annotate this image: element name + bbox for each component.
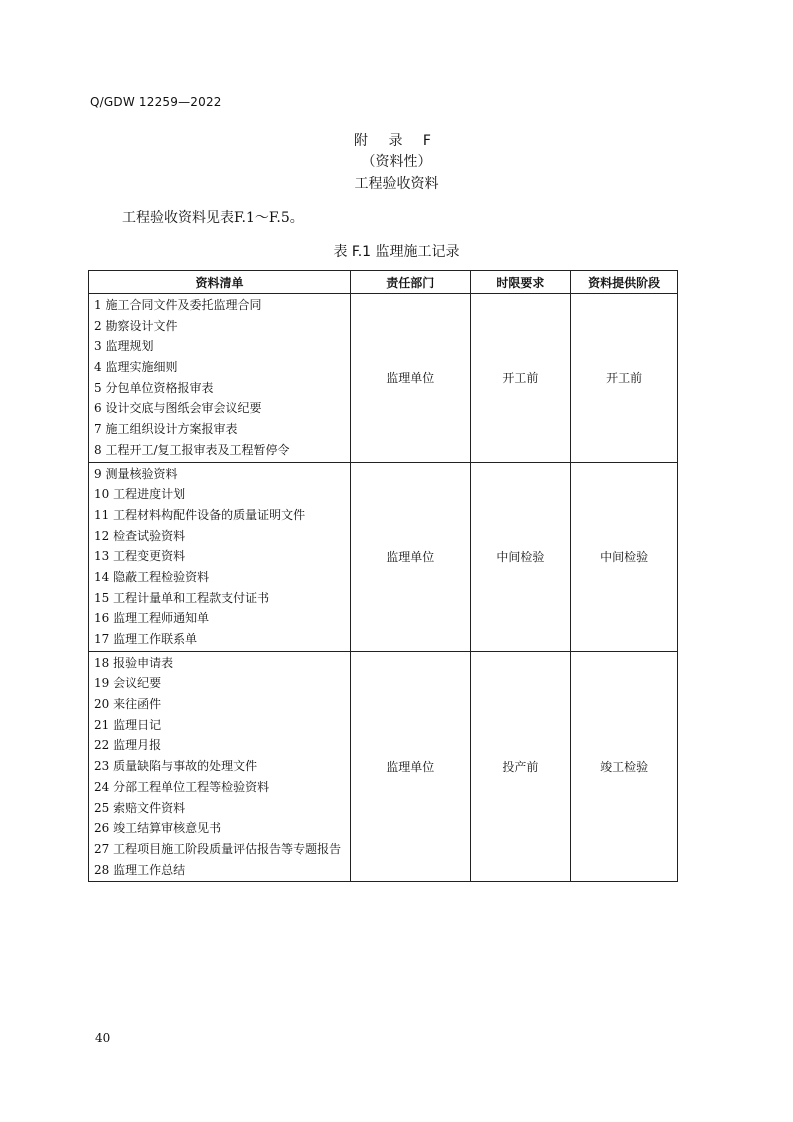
list-item: 15 工程计量单和工程款支付证书: [94, 590, 270, 605]
list-item: 19 会议纪要: [94, 676, 162, 691]
list-item: 16 监理工程师通知单: [94, 611, 210, 626]
list-item: 4 监理实施细则: [94, 360, 178, 375]
appendix-title: 附 录 F: [354, 133, 439, 149]
list-item: 24 分部工程单位工程等检验资料: [94, 779, 270, 794]
table-row: [89, 294, 678, 463]
list-item: 6 设计交底与图纸会审会议纪要: [94, 401, 262, 416]
intro-paragraph: 工程验收资料见表F.1～F.5。: [122, 210, 304, 226]
stage-cell: 开工前: [571, 294, 678, 463]
list-item: 5 分包单位资格报审表: [94, 380, 214, 395]
list-item: 18 报验申请表: [94, 655, 174, 670]
list-item: 26 竣工结算审核意见书: [94, 821, 222, 836]
list-item: 1 施工合同文件及委托监理合同: [94, 298, 262, 312]
deadline-cell: 中间检验: [470, 462, 571, 651]
appendix-name: 工程验收资料: [354, 176, 439, 192]
department-cell: 监理单位: [350, 651, 470, 882]
table-row: [89, 462, 678, 651]
list-item: 9 测量核验资料: [94, 466, 178, 481]
list-item: 13 工程变更资料: [94, 549, 186, 564]
list-item: 3 监理规划: [94, 339, 154, 354]
supervision-records-table: [88, 270, 678, 882]
materials-list-cell: [89, 651, 351, 882]
department-cell: 监理单位: [350, 462, 470, 651]
document-code: Q/GDW 12259—2022: [90, 95, 222, 109]
column-header-department: 责任部门: [350, 271, 470, 294]
list-item: 7 施工组织设计方案报审表: [94, 422, 238, 437]
list-item: 17 监理工作联系单: [94, 632, 198, 646]
column-header-stage: 资料提供阶段: [571, 271, 678, 294]
column-header-materials: 资料清单: [89, 271, 351, 294]
column-header-deadline: 时限要求: [470, 271, 571, 294]
list-item: 27 工程项目施工阶段质量评估报告等专题报告: [94, 841, 342, 856]
list-item: 22 监理月报: [94, 738, 162, 753]
page-number: 40: [95, 1031, 111, 1045]
list-item: 20 来往函件: [94, 697, 162, 712]
list-item: 12 检查试验资料: [94, 528, 186, 543]
list-item: 2 勘察设计文件: [94, 318, 178, 333]
stage-cell: 竣工检验: [571, 651, 678, 882]
deadline-cell: 投产前: [470, 651, 571, 882]
table-header-row: [89, 271, 678, 294]
list-item: 21 监理日记: [94, 717, 162, 732]
table-caption: 表 F.1 监理施工记录: [333, 244, 460, 260]
stage-cell: 中间检验: [571, 462, 678, 651]
table-row: [89, 651, 678, 882]
materials-list-cell: [89, 294, 351, 463]
department-cell: 监理单位: [350, 294, 470, 463]
list-item: 25 索赔文件资料: [94, 800, 186, 815]
materials-list-cell: [89, 462, 351, 651]
list-item: 28 监理工作总结: [94, 862, 186, 877]
list-item: 23 质量缺陷与事故的处理文件: [94, 759, 258, 774]
list-item: 11 工程材料构配件设备的质量证明文件: [94, 507, 306, 522]
list-item: 8 工程开工/复工报审表及工程暂停令: [94, 442, 290, 457]
list-item: 10 工程进度计划: [94, 487, 186, 502]
list-item: 14 隐蔽工程检验资料: [94, 569, 210, 584]
deadline-cell: 开工前: [470, 294, 571, 463]
appendix-nature: （资料性）: [361, 154, 432, 170]
